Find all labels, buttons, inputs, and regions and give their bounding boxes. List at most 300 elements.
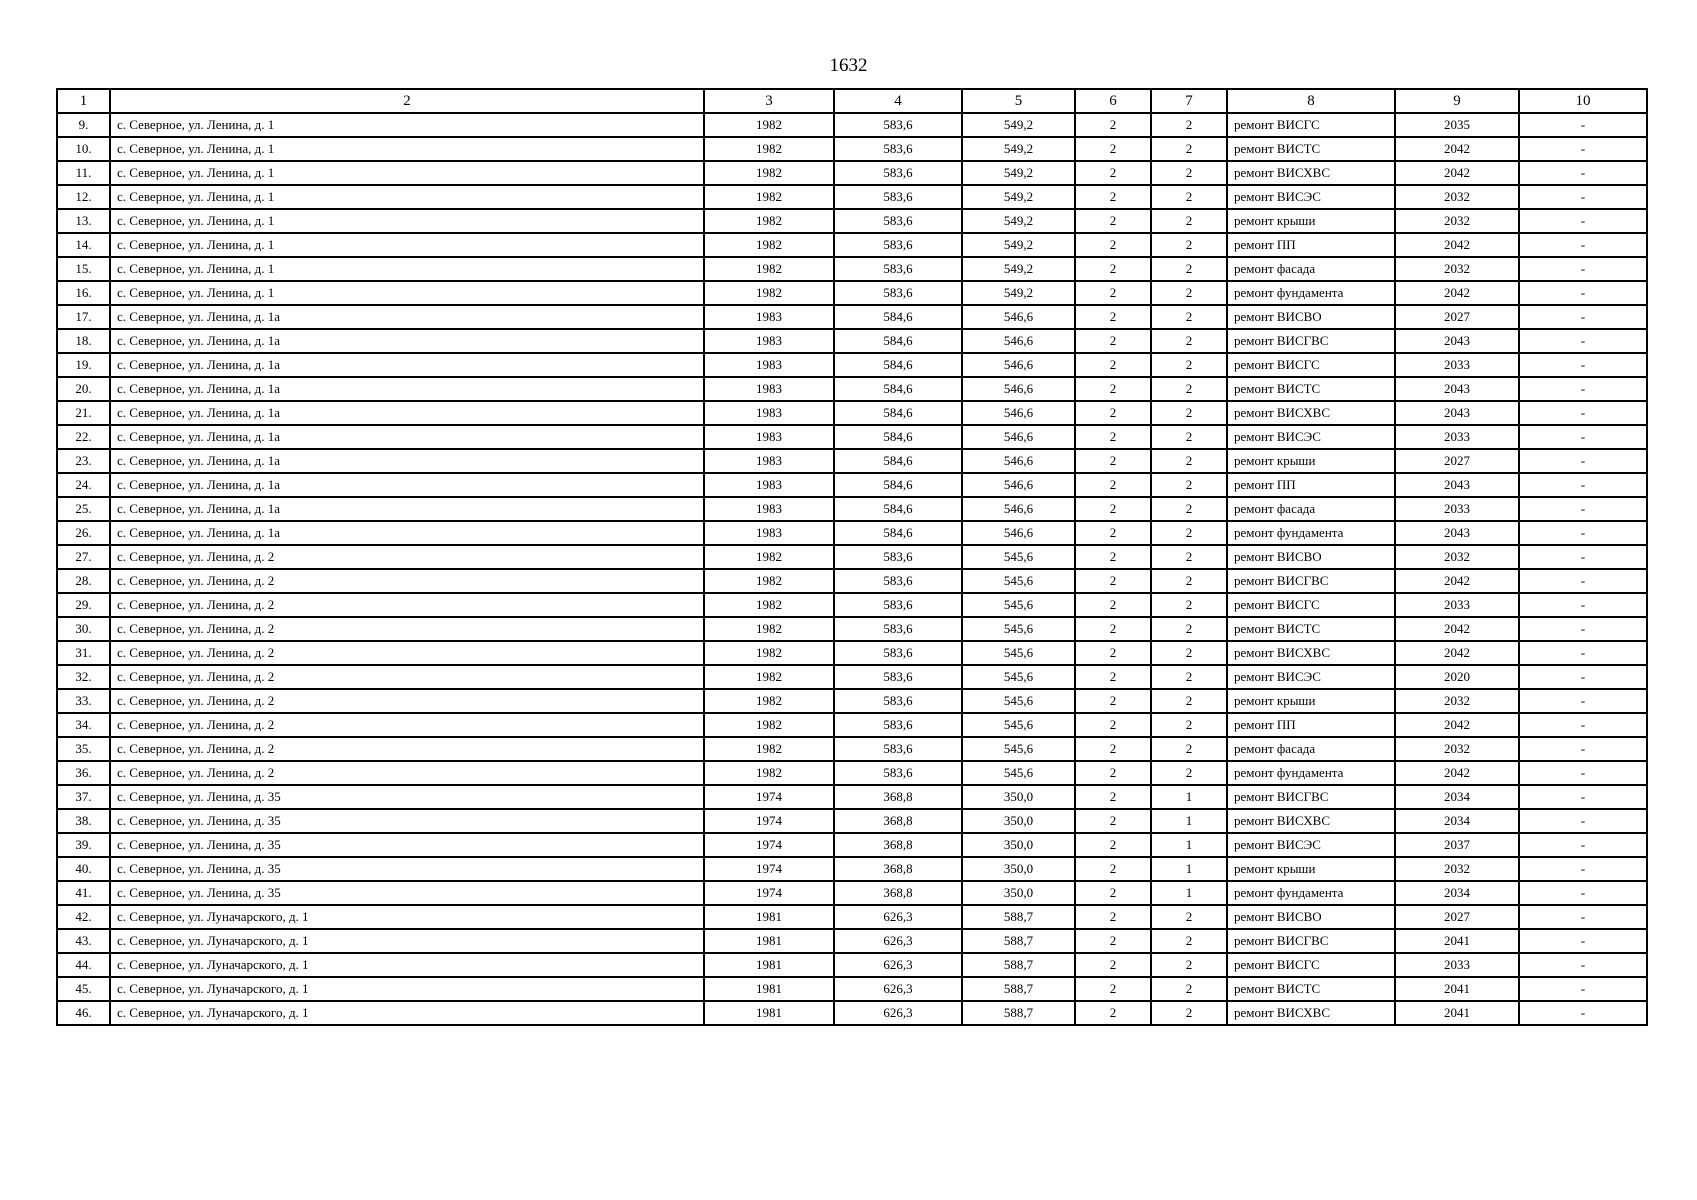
cell-work-type: ремонт фасада — [1227, 497, 1395, 521]
cell-total-area: 583,6 — [834, 233, 962, 257]
cell-year-built: 1982 — [704, 569, 834, 593]
cell-floors: 2 — [1075, 209, 1151, 233]
cell-year-built: 1981 — [704, 953, 834, 977]
cell-floors: 2 — [1075, 257, 1151, 281]
cell-floors: 2 — [1075, 881, 1151, 905]
cell-living-area: 545,6 — [962, 761, 1075, 785]
cell-work-type: ремонт фундамента — [1227, 281, 1395, 305]
cell-living-area: 549,2 — [962, 281, 1075, 305]
cell-planned-year: 2034 — [1395, 809, 1519, 833]
cell-floors: 2 — [1075, 113, 1151, 137]
cell-address: с. Северное, ул. Ленина, д. 2 — [110, 689, 704, 713]
cell-floors: 2 — [1075, 617, 1151, 641]
cell-year-built: 1981 — [704, 905, 834, 929]
cell-note: - — [1519, 161, 1647, 185]
cell-total-area: 583,6 — [834, 641, 962, 665]
cell-address: с. Северное, ул. Ленина, д. 1 — [110, 281, 704, 305]
column-header: 5 — [962, 89, 1075, 113]
cell-work-type: ремонт ПП — [1227, 233, 1395, 257]
cell-total-area: 626,3 — [834, 1001, 962, 1025]
cell-note: - — [1519, 185, 1647, 209]
table-row — [57, 713, 1647, 737]
cell-total-area: 626,3 — [834, 905, 962, 929]
cell-planned-year: 2042 — [1395, 233, 1519, 257]
cell-row-number: 17. — [57, 305, 110, 329]
cell-total-area: 584,6 — [834, 521, 962, 545]
cell-work-type: ремонт ВИСГВС — [1227, 569, 1395, 593]
cell-row-number: 44. — [57, 953, 110, 977]
table-row — [57, 305, 1647, 329]
cell-address: с. Северное, ул. Ленина, д. 1 — [110, 113, 704, 137]
cell-year-built: 1983 — [704, 497, 834, 521]
cell-year-built: 1982 — [704, 113, 834, 137]
cell-total-area: 626,3 — [834, 929, 962, 953]
cell-work-type: ремонт крыши — [1227, 689, 1395, 713]
header-row — [57, 89, 1647, 113]
cell-living-area: 588,7 — [962, 977, 1075, 1001]
cell-living-area: 588,7 — [962, 929, 1075, 953]
cell-address: с. Северное, ул. Ленина, д. 35 — [110, 881, 704, 905]
column-header: 9 — [1395, 89, 1519, 113]
cell-row-number: 45. — [57, 977, 110, 1001]
cell-entrances: 2 — [1151, 137, 1227, 161]
cell-planned-year: 2032 — [1395, 185, 1519, 209]
cell-planned-year: 2043 — [1395, 401, 1519, 425]
cell-living-area: 545,6 — [962, 569, 1075, 593]
cell-note: - — [1519, 545, 1647, 569]
cell-floors: 2 — [1075, 353, 1151, 377]
cell-year-built: 1974 — [704, 857, 834, 881]
cell-entrances: 2 — [1151, 569, 1227, 593]
cell-entrances: 2 — [1151, 377, 1227, 401]
cell-work-type: ремонт ВИСВО — [1227, 545, 1395, 569]
cell-address: с. Северное, ул. Ленина, д. 35 — [110, 857, 704, 881]
cell-note: - — [1519, 401, 1647, 425]
cell-work-type: ремонт ВИСЭС — [1227, 833, 1395, 857]
cell-address: с. Северное, ул. Ленина, д. 2 — [110, 641, 704, 665]
cell-planned-year: 2041 — [1395, 929, 1519, 953]
cell-row-number: 23. — [57, 449, 110, 473]
cell-entrances: 2 — [1151, 521, 1227, 545]
cell-year-built: 1982 — [704, 209, 834, 233]
cell-living-area: 546,6 — [962, 473, 1075, 497]
cell-work-type: ремонт ВИСХВС — [1227, 401, 1395, 425]
cell-living-area: 545,6 — [962, 593, 1075, 617]
cell-floors: 2 — [1075, 737, 1151, 761]
cell-planned-year: 2034 — [1395, 785, 1519, 809]
cell-total-area: 583,6 — [834, 689, 962, 713]
cell-entrances: 1 — [1151, 785, 1227, 809]
cell-work-type: ремонт ВИСГС — [1227, 113, 1395, 137]
cell-work-type: ремонт ВИСВО — [1227, 305, 1395, 329]
cell-living-area: 545,6 — [962, 689, 1075, 713]
cell-note: - — [1519, 449, 1647, 473]
cell-entrances: 1 — [1151, 881, 1227, 905]
cell-floors: 2 — [1075, 1001, 1151, 1025]
cell-address: с. Северное, ул. Ленина, д. 2 — [110, 761, 704, 785]
cell-living-area: 588,7 — [962, 905, 1075, 929]
cell-year-built: 1982 — [704, 689, 834, 713]
cell-address: с. Северное, ул. Луначарского, д. 1 — [110, 929, 704, 953]
cell-total-area: 584,6 — [834, 401, 962, 425]
cell-planned-year: 2032 — [1395, 545, 1519, 569]
cell-living-area: 549,2 — [962, 209, 1075, 233]
column-header: 4 — [834, 89, 962, 113]
cell-work-type: ремонт крыши — [1227, 449, 1395, 473]
cell-living-area: 350,0 — [962, 809, 1075, 833]
cell-note: - — [1519, 329, 1647, 353]
cell-floors: 2 — [1075, 569, 1151, 593]
cell-row-number: 11. — [57, 161, 110, 185]
cell-floors: 2 — [1075, 161, 1151, 185]
cell-total-area: 368,8 — [834, 833, 962, 857]
cell-living-area: 350,0 — [962, 785, 1075, 809]
cell-total-area: 584,6 — [834, 305, 962, 329]
cell-address: с. Северное, ул. Ленина, д. 2 — [110, 593, 704, 617]
cell-year-built: 1982 — [704, 713, 834, 737]
cell-year-built: 1974 — [704, 809, 834, 833]
table-row — [57, 761, 1647, 785]
cell-living-area: 546,6 — [962, 305, 1075, 329]
cell-planned-year: 2033 — [1395, 497, 1519, 521]
cell-note: - — [1519, 473, 1647, 497]
cell-address: с. Северное, ул. Ленина, д. 1а — [110, 353, 704, 377]
cell-living-area: 350,0 — [962, 833, 1075, 857]
cell-note: - — [1519, 785, 1647, 809]
cell-work-type: ремонт крыши — [1227, 857, 1395, 881]
cell-address: с. Северное, ул. Ленина, д. 1а — [110, 377, 704, 401]
cell-note: - — [1519, 809, 1647, 833]
cell-note: - — [1519, 521, 1647, 545]
cell-row-number: 32. — [57, 665, 110, 689]
cell-work-type: ремонт ВИСГВС — [1227, 785, 1395, 809]
cell-living-area: 546,6 — [962, 521, 1075, 545]
cell-total-area: 583,6 — [834, 593, 962, 617]
cell-row-number: 24. — [57, 473, 110, 497]
cell-row-number: 20. — [57, 377, 110, 401]
cell-year-built: 1974 — [704, 833, 834, 857]
cell-address: с. Северное, ул. Луначарского, д. 1 — [110, 905, 704, 929]
cell-row-number: 27. — [57, 545, 110, 569]
cell-planned-year: 2034 — [1395, 881, 1519, 905]
cell-entrances: 2 — [1151, 329, 1227, 353]
cell-work-type: ремонт фундамента — [1227, 761, 1395, 785]
cell-note: - — [1519, 257, 1647, 281]
table-row — [57, 113, 1647, 137]
column-header: 10 — [1519, 89, 1647, 113]
cell-work-type: ремонт фундамента — [1227, 521, 1395, 545]
cell-living-area: 545,6 — [962, 641, 1075, 665]
cell-row-number: 29. — [57, 593, 110, 617]
cell-row-number: 28. — [57, 569, 110, 593]
table-row — [57, 161, 1647, 185]
cell-entrances: 2 — [1151, 665, 1227, 689]
cell-work-type: ремонт фасада — [1227, 257, 1395, 281]
table-row — [57, 209, 1647, 233]
cell-row-number: 21. — [57, 401, 110, 425]
cell-living-area: 549,2 — [962, 257, 1075, 281]
cell-row-number: 26. — [57, 521, 110, 545]
cell-living-area: 546,6 — [962, 449, 1075, 473]
cell-entrances: 2 — [1151, 233, 1227, 257]
cell-work-type: ремонт ВИСГС — [1227, 953, 1395, 977]
cell-note: - — [1519, 761, 1647, 785]
cell-address: с. Северное, ул. Ленина, д. 1 — [110, 137, 704, 161]
cell-row-number: 43. — [57, 929, 110, 953]
cell-note: - — [1519, 281, 1647, 305]
cell-work-type: ремонт ВИСТС — [1227, 617, 1395, 641]
cell-planned-year: 2033 — [1395, 353, 1519, 377]
cell-floors: 2 — [1075, 833, 1151, 857]
cell-note: - — [1519, 833, 1647, 857]
table-row — [57, 473, 1647, 497]
cell-year-built: 1974 — [704, 881, 834, 905]
cell-entrances: 2 — [1151, 617, 1227, 641]
cell-row-number: 13. — [57, 209, 110, 233]
cell-floors: 2 — [1075, 905, 1151, 929]
cell-living-area: 546,6 — [962, 401, 1075, 425]
cell-living-area: 350,0 — [962, 857, 1075, 881]
cell-total-area: 626,3 — [834, 977, 962, 1001]
cell-total-area: 584,6 — [834, 473, 962, 497]
cell-total-area: 583,6 — [834, 185, 962, 209]
cell-address: с. Северное, ул. Ленина, д. 1 — [110, 233, 704, 257]
cell-entrances: 1 — [1151, 809, 1227, 833]
cell-row-number: 19. — [57, 353, 110, 377]
column-header: 8 — [1227, 89, 1395, 113]
cell-planned-year: 2043 — [1395, 377, 1519, 401]
cell-entrances: 2 — [1151, 185, 1227, 209]
table-row — [57, 977, 1647, 1001]
cell-work-type: ремонт ВИСЭС — [1227, 425, 1395, 449]
cell-total-area: 583,6 — [834, 737, 962, 761]
cell-work-type: ремонт ВИСВО — [1227, 905, 1395, 929]
cell-floors: 2 — [1075, 233, 1151, 257]
cell-row-number: 38. — [57, 809, 110, 833]
cell-year-built: 1983 — [704, 449, 834, 473]
cell-year-built: 1982 — [704, 737, 834, 761]
cell-year-built: 1982 — [704, 281, 834, 305]
cell-floors: 2 — [1075, 545, 1151, 569]
cell-living-area: 546,6 — [962, 425, 1075, 449]
cell-address: с. Северное, ул. Ленина, д. 35 — [110, 785, 704, 809]
cell-planned-year: 2027 — [1395, 449, 1519, 473]
cell-total-area: 583,6 — [834, 161, 962, 185]
cell-address: с. Северное, ул. Луначарского, д. 1 — [110, 977, 704, 1001]
cell-planned-year: 2032 — [1395, 737, 1519, 761]
table-row — [57, 833, 1647, 857]
table-row — [57, 425, 1647, 449]
cell-row-number: 40. — [57, 857, 110, 881]
cell-work-type: ремонт ВИСТС — [1227, 137, 1395, 161]
cell-note: - — [1519, 233, 1647, 257]
cell-entrances: 2 — [1151, 761, 1227, 785]
cell-floors: 2 — [1075, 809, 1151, 833]
cell-total-area: 368,8 — [834, 809, 962, 833]
cell-entrances: 2 — [1151, 641, 1227, 665]
cell-row-number: 18. — [57, 329, 110, 353]
cell-floors: 2 — [1075, 785, 1151, 809]
cell-living-area: 549,2 — [962, 233, 1075, 257]
cell-floors: 2 — [1075, 377, 1151, 401]
cell-entrances: 1 — [1151, 857, 1227, 881]
cell-total-area: 584,6 — [834, 449, 962, 473]
cell-total-area: 583,6 — [834, 545, 962, 569]
cell-year-built: 1983 — [704, 329, 834, 353]
cell-floors: 2 — [1075, 185, 1151, 209]
cell-planned-year: 2033 — [1395, 593, 1519, 617]
cell-year-built: 1974 — [704, 785, 834, 809]
cell-living-area: 545,6 — [962, 665, 1075, 689]
table-row — [57, 353, 1647, 377]
cell-address: с. Северное, ул. Луначарского, д. 1 — [110, 1001, 704, 1025]
cell-total-area: 368,8 — [834, 785, 962, 809]
cell-work-type: ремонт ВИСХВС — [1227, 641, 1395, 665]
cell-planned-year: 2041 — [1395, 977, 1519, 1001]
cell-total-area: 368,8 — [834, 881, 962, 905]
cell-work-type: ремонт крыши — [1227, 209, 1395, 233]
cell-planned-year: 2020 — [1395, 665, 1519, 689]
cell-note: - — [1519, 617, 1647, 641]
cell-note: - — [1519, 665, 1647, 689]
cell-floors: 2 — [1075, 689, 1151, 713]
cell-floors: 2 — [1075, 497, 1151, 521]
table-row — [57, 281, 1647, 305]
cell-note: - — [1519, 881, 1647, 905]
cell-note: - — [1519, 593, 1647, 617]
cell-entrances: 2 — [1151, 425, 1227, 449]
cell-year-built: 1983 — [704, 305, 834, 329]
cell-row-number: 25. — [57, 497, 110, 521]
cell-address: с. Северное, ул. Ленина, д. 1а — [110, 449, 704, 473]
cell-year-built: 1982 — [704, 593, 834, 617]
cell-planned-year: 2042 — [1395, 617, 1519, 641]
cell-address: с. Северное, ул. Ленина, д. 2 — [110, 617, 704, 641]
cell-entrances: 2 — [1151, 257, 1227, 281]
table-row — [57, 233, 1647, 257]
cell-planned-year: 2042 — [1395, 641, 1519, 665]
cell-year-built: 1982 — [704, 545, 834, 569]
cell-planned-year: 2037 — [1395, 833, 1519, 857]
cell-planned-year: 2042 — [1395, 137, 1519, 161]
cell-total-area: 584,6 — [834, 425, 962, 449]
cell-year-built: 1983 — [704, 425, 834, 449]
cell-note: - — [1519, 929, 1647, 953]
cell-total-area: 583,6 — [834, 113, 962, 137]
cell-total-area: 584,6 — [834, 377, 962, 401]
cell-row-number: 33. — [57, 689, 110, 713]
cell-note: - — [1519, 905, 1647, 929]
cell-address: с. Северное, ул. Ленина, д. 2 — [110, 569, 704, 593]
cell-year-built: 1982 — [704, 761, 834, 785]
cell-work-type: ремонт ПП — [1227, 713, 1395, 737]
cell-floors: 2 — [1075, 953, 1151, 977]
cell-note: - — [1519, 641, 1647, 665]
cell-row-number: 34. — [57, 713, 110, 737]
table-row — [57, 929, 1647, 953]
cell-work-type: ремонт ПП — [1227, 473, 1395, 497]
cell-note: - — [1519, 137, 1647, 161]
table-row — [57, 401, 1647, 425]
cell-address: с. Северное, ул. Ленина, д. 2 — [110, 713, 704, 737]
table-row — [57, 593, 1647, 617]
cell-entrances: 2 — [1151, 305, 1227, 329]
cell-total-area: 583,6 — [834, 761, 962, 785]
cell-work-type: ремонт ВИСХВС — [1227, 161, 1395, 185]
cell-note: - — [1519, 497, 1647, 521]
cell-living-area: 549,2 — [962, 137, 1075, 161]
cell-total-area: 583,6 — [834, 665, 962, 689]
cell-floors: 2 — [1075, 425, 1151, 449]
cell-address: с. Северное, ул. Ленина, д. 2 — [110, 665, 704, 689]
cell-year-built: 1982 — [704, 161, 834, 185]
cell-address: с. Северное, ул. Ленина, д. 1 — [110, 161, 704, 185]
cell-living-area: 588,7 — [962, 953, 1075, 977]
cell-note: - — [1519, 353, 1647, 377]
cell-living-area: 350,0 — [962, 881, 1075, 905]
table-row — [57, 497, 1647, 521]
cell-work-type: ремонт ВИСГВС — [1227, 929, 1395, 953]
cell-address: с. Северное, ул. Ленина, д. 1а — [110, 497, 704, 521]
cell-note: - — [1519, 209, 1647, 233]
table-row — [57, 185, 1647, 209]
cell-floors: 2 — [1075, 665, 1151, 689]
cell-planned-year: 2042 — [1395, 569, 1519, 593]
cell-note: - — [1519, 857, 1647, 881]
cell-work-type: ремонт ВИСЭС — [1227, 665, 1395, 689]
cell-note: - — [1519, 953, 1647, 977]
cell-total-area: 583,6 — [834, 617, 962, 641]
cell-living-area: 546,6 — [962, 377, 1075, 401]
cell-year-built: 1982 — [704, 617, 834, 641]
cell-work-type: ремонт ВИСХВС — [1227, 809, 1395, 833]
cell-row-number: 35. — [57, 737, 110, 761]
cell-address: с. Северное, ул. Ленина, д. 1 — [110, 209, 704, 233]
cell-work-type: ремонт ВИСТС — [1227, 377, 1395, 401]
cell-living-area: 546,6 — [962, 497, 1075, 521]
cell-planned-year: 2032 — [1395, 209, 1519, 233]
cell-planned-year: 2033 — [1395, 953, 1519, 977]
cell-total-area: 583,6 — [834, 257, 962, 281]
cell-year-built: 1982 — [704, 185, 834, 209]
cell-planned-year: 2032 — [1395, 689, 1519, 713]
cell-row-number: 30. — [57, 617, 110, 641]
cell-work-type: ремонт ВИСГС — [1227, 353, 1395, 377]
cell-note: - — [1519, 689, 1647, 713]
cell-row-number: 15. — [57, 257, 110, 281]
table-body — [57, 113, 1647, 1025]
cell-floors: 2 — [1075, 449, 1151, 473]
cell-row-number: 46. — [57, 1001, 110, 1025]
cell-address: с. Северное, ул. Ленина, д. 35 — [110, 833, 704, 857]
cell-row-number: 9. — [57, 113, 110, 137]
cell-floors: 2 — [1075, 305, 1151, 329]
cell-work-type: ремонт ВИСХВС — [1227, 1001, 1395, 1025]
cell-planned-year: 2035 — [1395, 113, 1519, 137]
table-row — [57, 785, 1647, 809]
cell-floors: 2 — [1075, 761, 1151, 785]
cell-floors: 2 — [1075, 641, 1151, 665]
cell-note: - — [1519, 425, 1647, 449]
cell-row-number: 22. — [57, 425, 110, 449]
cell-total-area: 583,6 — [834, 137, 962, 161]
cell-address: с. Северное, ул. Ленина, д. 2 — [110, 737, 704, 761]
column-header: 2 — [110, 89, 704, 113]
table-row — [57, 665, 1647, 689]
cell-year-built: 1982 — [704, 665, 834, 689]
cell-floors: 2 — [1075, 521, 1151, 545]
cell-floors: 2 — [1075, 137, 1151, 161]
